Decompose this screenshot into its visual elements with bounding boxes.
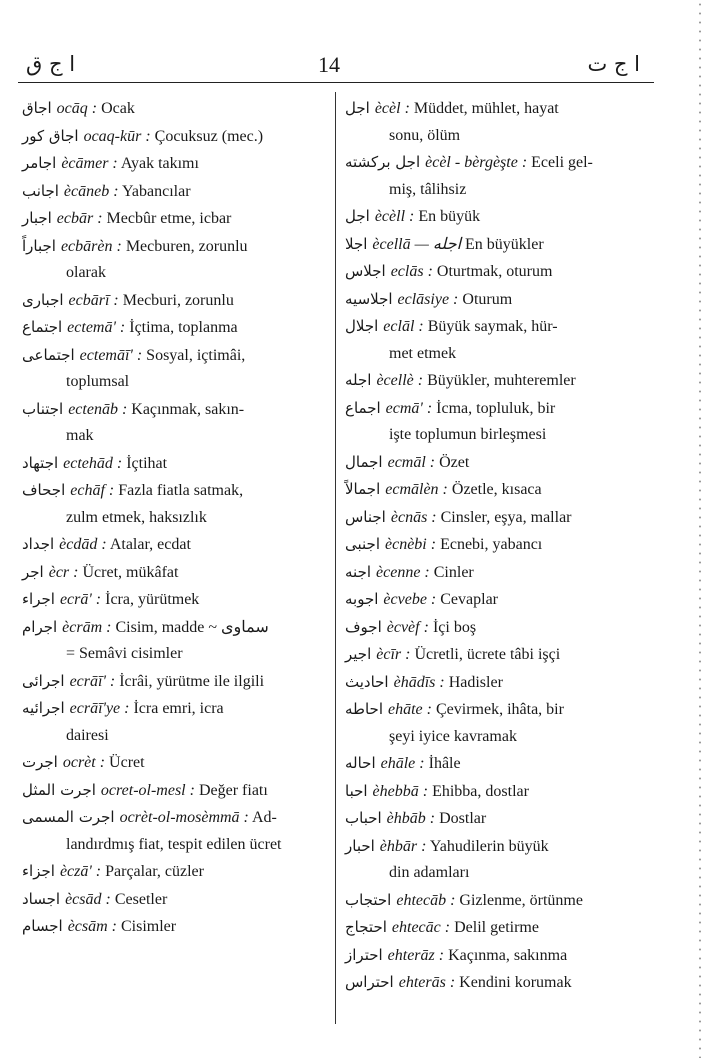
- dictionary-entry: [345, 149, 651, 203]
- entry-line: [22, 455, 167, 472]
- dictionary-entry: [345, 914, 651, 942]
- entry-line: [345, 154, 593, 171]
- entry-line: [22, 347, 245, 364]
- entry-line: [22, 128, 263, 145]
- dictionary-entry: [22, 886, 326, 914]
- entry-arabic: اجزاء: [22, 862, 55, 880]
- entry-transliteration: ecmālèn :: [385, 481, 448, 498]
- entry-arabic: اجنبى: [345, 535, 380, 553]
- entry-transliteration: ehterāz :: [387, 946, 445, 964]
- entry-arabic: اجلاس: [345, 262, 386, 280]
- entry-arabic: اجرائيه: [22, 699, 65, 717]
- entry-definition: Sosyal, içtimâi,: [146, 346, 246, 364]
- right-column: [345, 95, 651, 997]
- dictionary-entry: [345, 696, 651, 750]
- entry-transliteration: ècrām :: [62, 618, 112, 636]
- entry-definition: Fazla fiatla satmak,: [118, 482, 244, 499]
- entry-continuation: toplumsal: [66, 373, 130, 390]
- entry-transliteration: ècellè :: [376, 372, 424, 389]
- entry-line: [22, 700, 224, 717]
- entry-transliteration: ocret-ol-mesl :: [100, 781, 195, 799]
- entry-arabic: اجتهاد: [22, 453, 59, 472]
- entry-definition: Çocuksuz (mec.): [154, 127, 264, 145]
- entry-definition: İçtihat: [126, 454, 168, 472]
- entry-arabic: احاطه: [345, 700, 383, 718]
- entry-definition: Ecnebi, yabancı: [440, 536, 543, 553]
- entry-definition: Oturum: [462, 290, 513, 308]
- entry-definition: Dostlar: [439, 810, 487, 827]
- entry-transliteration: ectehād :: [63, 454, 123, 472]
- entry-definition: Mecburen, zorunlu: [125, 237, 248, 255]
- entry-definition: En büyük: [418, 208, 481, 225]
- entry-definition: Cinler: [433, 563, 474, 581]
- entry-arabic: اجتماع: [22, 318, 63, 336]
- entry-transliteration: ècèll :: [374, 208, 415, 225]
- entry-continuation: olarak: [66, 264, 106, 281]
- entry-transliteration: ècr :: [48, 563, 79, 581]
- dictionary-entry: [345, 367, 651, 395]
- entry-line: [345, 838, 549, 855]
- entry-line: [22, 238, 248, 255]
- entry-arabic: احتراز: [345, 945, 383, 964]
- dictionary-entry: [345, 942, 651, 970]
- entry-transliteration: ecmāl :: [387, 453, 436, 471]
- entry-line: [345, 100, 559, 117]
- entry-transliteration: ècnās :: [390, 508, 437, 526]
- dictionary-entry: [22, 913, 326, 941]
- entry-definition: İçtima, toplanma: [129, 319, 238, 336]
- entry-definition: Delil getirme: [454, 919, 539, 936]
- dictionary-entry: [22, 123, 326, 151]
- entry-continuation: işte toplumun birleşmesi: [389, 426, 547, 443]
- dictionary-entry: [22, 586, 326, 614]
- entry-definition: Kaçınmak, sakın-: [131, 400, 245, 418]
- entry-arabic: اجله: [345, 371, 372, 389]
- entry-definition: Ücret, mükâfat: [82, 563, 179, 581]
- dictionary-entry: [22, 233, 326, 287]
- entry-line: [345, 372, 576, 389]
- page-number: 14: [318, 52, 340, 77]
- entry-transliteration: ehterās :: [398, 974, 456, 991]
- entry-transliteration: echāf :: [70, 482, 115, 499]
- entry-transliteration: ècèl :: [374, 100, 410, 117]
- entry-arabic: اجاق كور: [22, 126, 79, 145]
- entry-arabic: اجرت المسمى: [22, 808, 115, 826]
- entry-transliteration: ecbār :: [56, 210, 103, 227]
- entry-transliteration: ocāq :: [56, 100, 98, 117]
- entry-transliteration: ecrā' :: [59, 591, 102, 608]
- dictionary-entry: [345, 614, 651, 642]
- entry-transliteration: ècāmer :: [61, 155, 118, 172]
- entry-arabic: احتجاج: [345, 918, 387, 936]
- entry-transliteration: eclās :: [390, 263, 433, 280]
- entry-line: [22, 536, 191, 553]
- entry-line: [345, 755, 461, 772]
- entry-transliteration: èhebbā :: [372, 782, 429, 800]
- entry-line: [22, 482, 243, 499]
- entry-arabic: اجمالاً: [345, 480, 381, 498]
- entry-line: [345, 674, 503, 691]
- entry-arabic: اجل بركشته: [345, 153, 421, 171]
- header-right-letters: ا ج ت: [587, 52, 640, 76]
- entry-definition: Değer fiatı: [198, 781, 268, 799]
- dictionary-entry: [345, 476, 651, 504]
- entry-arabic: اجداد: [22, 535, 55, 553]
- entry-definition: Cesetler: [114, 890, 168, 908]
- entry-transliteration: ectemā' :: [67, 319, 126, 336]
- entry-line: [22, 100, 135, 117]
- entry-transliteration: ectenāb :: [68, 400, 128, 418]
- entry-definition: Ocak: [101, 100, 135, 117]
- dictionary-entry: [22, 396, 326, 450]
- entry-transliteration: ehāte :: [388, 701, 432, 718]
- dictionary-entry: [22, 858, 326, 886]
- entry-line: [22, 809, 277, 826]
- entry-arabic: اجل: [345, 207, 370, 225]
- entry-arabic: اجناس: [345, 507, 386, 526]
- entry-definition: Büyükler, muhteremler: [427, 372, 576, 389]
- entry-arabic: اجتناب: [22, 399, 64, 418]
- entry-transliteration: ècāneb :: [63, 182, 119, 200]
- dictionary-entry: [345, 231, 651, 259]
- entry-definition: Çevirmek, ihâta, bir: [435, 701, 564, 718]
- dictionary-entry: [345, 969, 651, 997]
- entry-arabic: احبار: [345, 836, 375, 855]
- entry-definition: Ehibba, dostlar: [432, 782, 529, 800]
- dictionary-entry: [345, 805, 651, 833]
- dictionary-entry: [22, 804, 326, 858]
- entry-transliteration: ècdād :: [59, 536, 107, 553]
- entry-transliteration: ocaq-kūr :: [83, 127, 151, 145]
- dictionary-entry: [22, 178, 326, 206]
- entry-arabic: احباب: [345, 809, 382, 827]
- dictionary-entry: [22, 95, 326, 123]
- entry-arabic: اجوبه: [345, 590, 379, 608]
- dictionary-entry: [22, 749, 326, 777]
- entry-line: [22, 564, 178, 581]
- entry-definition: Cisimler: [121, 918, 177, 935]
- entry-transliteration: ecbārèn :: [60, 237, 122, 255]
- dictionary-entry: [345, 531, 651, 559]
- entry-definition: Ayak takımı: [120, 155, 199, 172]
- entry-transliteration: ècenne :: [376, 563, 430, 581]
- entry-line: [22, 155, 199, 172]
- entry-line: [345, 564, 474, 581]
- dictionary-entry: [22, 205, 326, 233]
- entry-line: [345, 646, 560, 663]
- entry-arabic: احاديث: [345, 672, 389, 691]
- entry-transliteration: èhbār :: [379, 837, 427, 855]
- entry-continuation: sonu, ölüm: [389, 126, 461, 144]
- entry-arabic: اجنه: [345, 562, 372, 581]
- entry-arabic: اجبارى: [22, 290, 64, 309]
- entry-continuation: zulm etmek, haksızlık: [66, 508, 207, 526]
- entry-line: [345, 701, 564, 718]
- entry-line: [345, 291, 512, 308]
- entry-line: [22, 754, 145, 771]
- entry-transliteration: ecbārī :: [68, 291, 119, 309]
- entry-definition: İcma, topluluk, bir: [436, 399, 556, 417]
- entry-transliteration: èhbāb :: [386, 810, 436, 827]
- entry-definition: Yabancılar: [121, 182, 191, 200]
- dictionary-entry: [345, 258, 651, 286]
- entry-line: [22, 619, 269, 636]
- entry-line: [345, 783, 529, 800]
- entry-arabic: اجرت: [22, 753, 58, 771]
- entry-line: [345, 536, 542, 553]
- entry-line: [345, 810, 486, 827]
- entry-arabic: اجبار: [22, 209, 52, 227]
- entry-transliteration: ècīr :: [376, 646, 411, 663]
- dictionary-entry: [345, 641, 651, 669]
- dictionary-entry: [345, 286, 651, 314]
- entry-arabic: اجل: [345, 99, 370, 117]
- entry-arabic: اجسام: [22, 917, 63, 935]
- dictionary-entry: [345, 504, 651, 532]
- dictionary-entry: [22, 559, 326, 587]
- entry-transliteration: ècvèf :: [386, 618, 429, 636]
- entry-definition: Kaçınma, sakınma: [448, 946, 568, 964]
- entry-line: [345, 481, 542, 498]
- entry-arabic: اجلا: [345, 234, 368, 253]
- entry-definition: İcrâi, yürütme ile ilgili: [119, 672, 265, 690]
- entry-transliteration: ehtecāc :: [391, 919, 451, 936]
- dictionary-entry: [22, 531, 326, 559]
- dictionary-entry: [22, 314, 326, 342]
- dictionary-entry: [22, 287, 326, 315]
- entry-definition: Yahudilerin büyük: [429, 837, 549, 855]
- dictionary-entry: [345, 833, 651, 887]
- page-header: [18, 50, 654, 83]
- entry-line: [345, 892, 583, 909]
- entry-continuation: miş, tâlihsiz: [389, 180, 467, 198]
- entry-line: [345, 591, 498, 608]
- dictionary-entry: [345, 778, 651, 806]
- entry-arabic: اجلال: [345, 317, 379, 335]
- entry-arabic: اجمال: [345, 452, 383, 471]
- entry-continuation: din adamları: [389, 864, 470, 881]
- entry-definition: İçi boş: [432, 618, 477, 636]
- left-column: [22, 95, 326, 941]
- entry-arabic: اجماع: [345, 398, 381, 417]
- entry-transliteration: ecrāī'ye :: [69, 700, 130, 717]
- dictionary-entry: [345, 449, 651, 477]
- entry-arabic: اجرام: [22, 617, 58, 636]
- dictionary-entry: [345, 750, 651, 778]
- entry-continuation: şeyi iyice kavramak: [389, 727, 517, 745]
- dictionary-entry: [22, 342, 326, 396]
- entry-transliteration: ècvebe :: [383, 591, 437, 608]
- entry-line: [22, 292, 234, 309]
- entry-definition: İcra emri, icra: [133, 700, 224, 717]
- entry-definition: En büyükler: [465, 235, 544, 253]
- entry-continuation: met etmek: [389, 344, 457, 362]
- entry-line: [22, 183, 191, 200]
- entry-definition: Büyük saymak, hür-: [427, 318, 558, 335]
- entry-line: [345, 236, 544, 253]
- entry-line: [345, 263, 552, 280]
- dictionary-entry: [345, 95, 651, 149]
- entry-arabic: اجلاسيه: [345, 289, 393, 308]
- entry-line: [22, 591, 199, 608]
- entry-transliteration: ècellā — اجله: [372, 235, 462, 253]
- entry-arabic: اجرائى: [22, 671, 65, 690]
- entry-arabic: احتجاب: [345, 890, 392, 909]
- entry-line: [22, 210, 231, 227]
- entry-transliteration: ocrèt :: [62, 754, 106, 771]
- entry-transliteration: ècsād :: [65, 890, 111, 908]
- entry-line: [22, 782, 268, 799]
- entry-transliteration: ecrāī' :: [69, 672, 116, 690]
- dictionary-entry: [22, 150, 326, 178]
- entry-definition: Eceli gel-: [531, 154, 593, 171]
- entry-line: [345, 619, 476, 636]
- entry-arabic: اجراء: [22, 590, 55, 608]
- dictionary-entry: [22, 477, 326, 531]
- entry-transliteration: ècnèbi :: [385, 536, 437, 553]
- dictionary-entry: [345, 313, 651, 367]
- entry-definition: Özet: [439, 453, 470, 471]
- entry-transliteration: ècsām :: [67, 918, 117, 935]
- entry-line: [22, 918, 176, 935]
- entry-definition: Mecbûr etme, icbar: [106, 210, 232, 227]
- dictionary-entry: [22, 668, 326, 696]
- entry-definition: Ücretli, ücrete tâbi işçi: [414, 646, 561, 663]
- dictionary-entry: [345, 669, 651, 697]
- entry-line: [22, 319, 238, 336]
- entry-continuation: mak: [66, 427, 94, 444]
- entry-transliteration: eclāsiye :: [397, 290, 459, 308]
- entry-transliteration: ècèl - bèrgèşte :: [425, 154, 528, 171]
- entry-line: [22, 673, 264, 690]
- entry-line: [345, 208, 480, 225]
- dictionary-entry: [345, 559, 651, 587]
- dictionary-entry: [345, 395, 651, 449]
- entry-arabic: اجساد: [22, 889, 61, 908]
- entry-definition: Cevaplar: [440, 591, 498, 608]
- dictionary-entry: [345, 203, 651, 231]
- entry-arabic: اجوف: [345, 617, 382, 636]
- entry-line: [345, 318, 558, 335]
- entry-arabic: احاله: [345, 754, 376, 772]
- entry-transliteration: ocrèt-ol-mosèmmā :: [119, 809, 249, 826]
- column-divider: [335, 92, 336, 1024]
- entry-definition: Gizlenme, örtünme: [459, 891, 583, 909]
- entry-arabic: اجير: [345, 645, 372, 663]
- entry-definition: Cinsler, eşya, mallar: [440, 508, 572, 526]
- entry-definition: İcra, yürütmek: [105, 591, 200, 608]
- entry-arabic: اجامر: [22, 154, 57, 172]
- entry-line: [22, 401, 244, 418]
- entry-definition: Hadisler: [448, 673, 503, 691]
- dictionary-entry: [22, 777, 326, 805]
- entry-definition: Cisim, madde ~ سماوى: [115, 618, 269, 636]
- entry-arabic: اجتماعى: [22, 345, 75, 364]
- entry-line: [345, 974, 572, 991]
- binding-edge-dots: [698, 0, 702, 1058]
- entry-line: [345, 454, 469, 471]
- entry-arabic: اجانب: [22, 181, 59, 200]
- entry-arabic: اجباراً: [22, 236, 56, 255]
- entry-transliteration: ecmā' :: [385, 399, 433, 417]
- entry-continuation: = Semâvi cisimler: [66, 645, 183, 662]
- entry-arabic: احبا: [345, 781, 368, 800]
- entry-definition: Kendini korumak: [459, 974, 572, 991]
- entry-line: [22, 891, 167, 908]
- entry-continuation: landırdmış fiat, tespit edilen ücret: [66, 835, 282, 853]
- entry-definition: Özetle, kısaca: [451, 481, 542, 498]
- dictionary-entry: [22, 450, 326, 478]
- entry-transliteration: èhādīs :: [393, 673, 445, 691]
- dictionary-entry: [22, 695, 326, 749]
- entry-arabic: اجر: [22, 562, 44, 581]
- entry-arabic: اجحاف: [22, 481, 66, 499]
- entry-transliteration: ehtecāb :: [396, 891, 456, 909]
- entry-definition: Müddet, mühlet, hayat: [413, 100, 559, 117]
- entry-continuation: dairesi: [66, 726, 109, 744]
- dictionary-entry: [345, 586, 651, 614]
- entry-line: [22, 863, 204, 880]
- entry-definition: Ad-: [252, 809, 277, 826]
- entry-transliteration: eclāl :: [383, 318, 424, 335]
- entry-arabic: اجرت المثل: [22, 780, 96, 799]
- entry-definition: Parçalar, cüzler: [105, 863, 204, 880]
- entry-arabic: احتراس: [345, 973, 394, 991]
- entry-arabic: اجاق: [22, 99, 52, 117]
- header-left-letters: ا ج ق: [26, 52, 76, 76]
- entry-definition: İhâle: [428, 755, 461, 772]
- entry-line: [345, 509, 572, 526]
- entry-line: [345, 400, 555, 417]
- entry-definition: Ücret: [109, 754, 145, 771]
- entry-definition: Atalar, ecdat: [109, 536, 191, 553]
- entry-line: [345, 947, 567, 964]
- entry-transliteration: ehāle :: [380, 755, 425, 772]
- entry-transliteration: ectemāī' :: [79, 346, 143, 364]
- dictionary-entry: [345, 887, 651, 915]
- entry-definition: Oturtmak, oturum: [436, 263, 553, 280]
- dictionary-entry: [22, 614, 326, 668]
- entry-line: [345, 919, 539, 936]
- entry-definition: Mecburi, zorunlu: [122, 291, 234, 309]
- entry-transliteration: èczā' :: [59, 863, 102, 880]
